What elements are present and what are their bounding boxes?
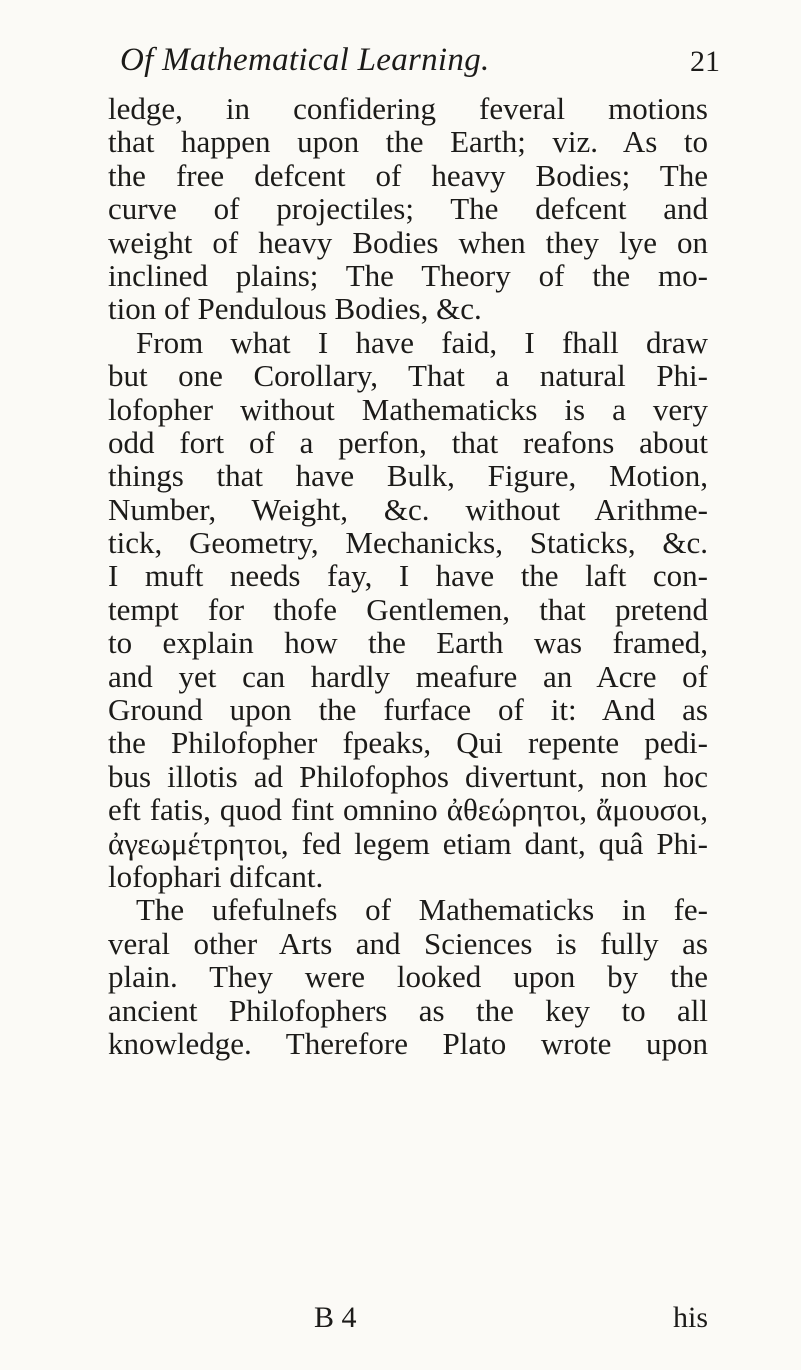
catchword: his	[672, 1301, 708, 1334]
text-line: curve of projectiles; The defcent and	[108, 191, 708, 227]
text-line: ἀγεωμέτρητοι, fed legem etiam dant, quâ Phi-	[108, 825, 708, 861]
page-number: 21	[690, 45, 720, 78]
text-line: lofophari difcant.	[108, 858, 324, 894]
text-line: bus illotis ad Philofophos divertunt, non hoc	[108, 758, 708, 794]
text-line: things that have Bulk, Figure, Motion,	[108, 458, 708, 494]
text-line: inclined plains; The Theory of the mo-	[108, 257, 708, 293]
text-line: The ufefulnefs of Mathematicks in fe-	[136, 892, 708, 928]
text-line: to explain how the Earth was framed,	[108, 625, 708, 661]
text-line: tion of Pendulous Bodies, &c.	[108, 291, 482, 327]
text-line: knowledge. Therefore Plato wrote upon	[108, 1025, 708, 1061]
text-line: I muft needs fay, I have the laft con-	[108, 558, 708, 594]
text-line: tick, Geometry, Mechanicks, Staticks, &c.	[108, 525, 708, 561]
text-line: Ground upon the furface of it: And as	[108, 692, 708, 728]
text-line: but one Corollary, That a natural Phi-	[108, 358, 708, 394]
text-line: weight of heavy Bodies when they lye on	[108, 224, 708, 260]
signature-mark: B 4	[314, 1301, 357, 1334]
catchline	[108, 1301, 708, 1337]
text-line: From what I have faid, I fhall draw	[136, 324, 708, 360]
text-line: lofopher without Mathematicks is a very	[108, 391, 708, 427]
text-line: the Philofopher fpeaks, Qui repente pedi-	[108, 725, 708, 761]
text-line: plain. They were looked upon by the	[108, 959, 708, 995]
text-line: that happen upon the Earth; viz. As to	[108, 124, 708, 160]
running-head	[120, 42, 720, 92]
text-line: tempt for thofe Gentlemen, that pretend	[108, 591, 708, 627]
text-line: and yet can hardly meafure an Acre of	[108, 658, 708, 694]
text-line: odd fort of a perfon, that reafons about	[108, 424, 708, 460]
text-line: Number, Weight, &c. without Arithme-	[108, 491, 708, 527]
text-line: ledge, in confidering feveral motions	[108, 91, 708, 126]
text-line: eft fatis, quod fint omnino ἀθεώρητοι, ἄμουσοι,	[108, 792, 708, 828]
text-line: veral other Arts and Sciences is fully as	[108, 925, 708, 961]
body-text	[108, 92, 708, 1060]
running-title: Of Mathematical Learning.	[120, 42, 490, 78]
text-line: ancient Philofophers as the key to all	[108, 992, 708, 1028]
text-line: the free defcent of heavy Bodies; The	[108, 157, 708, 193]
